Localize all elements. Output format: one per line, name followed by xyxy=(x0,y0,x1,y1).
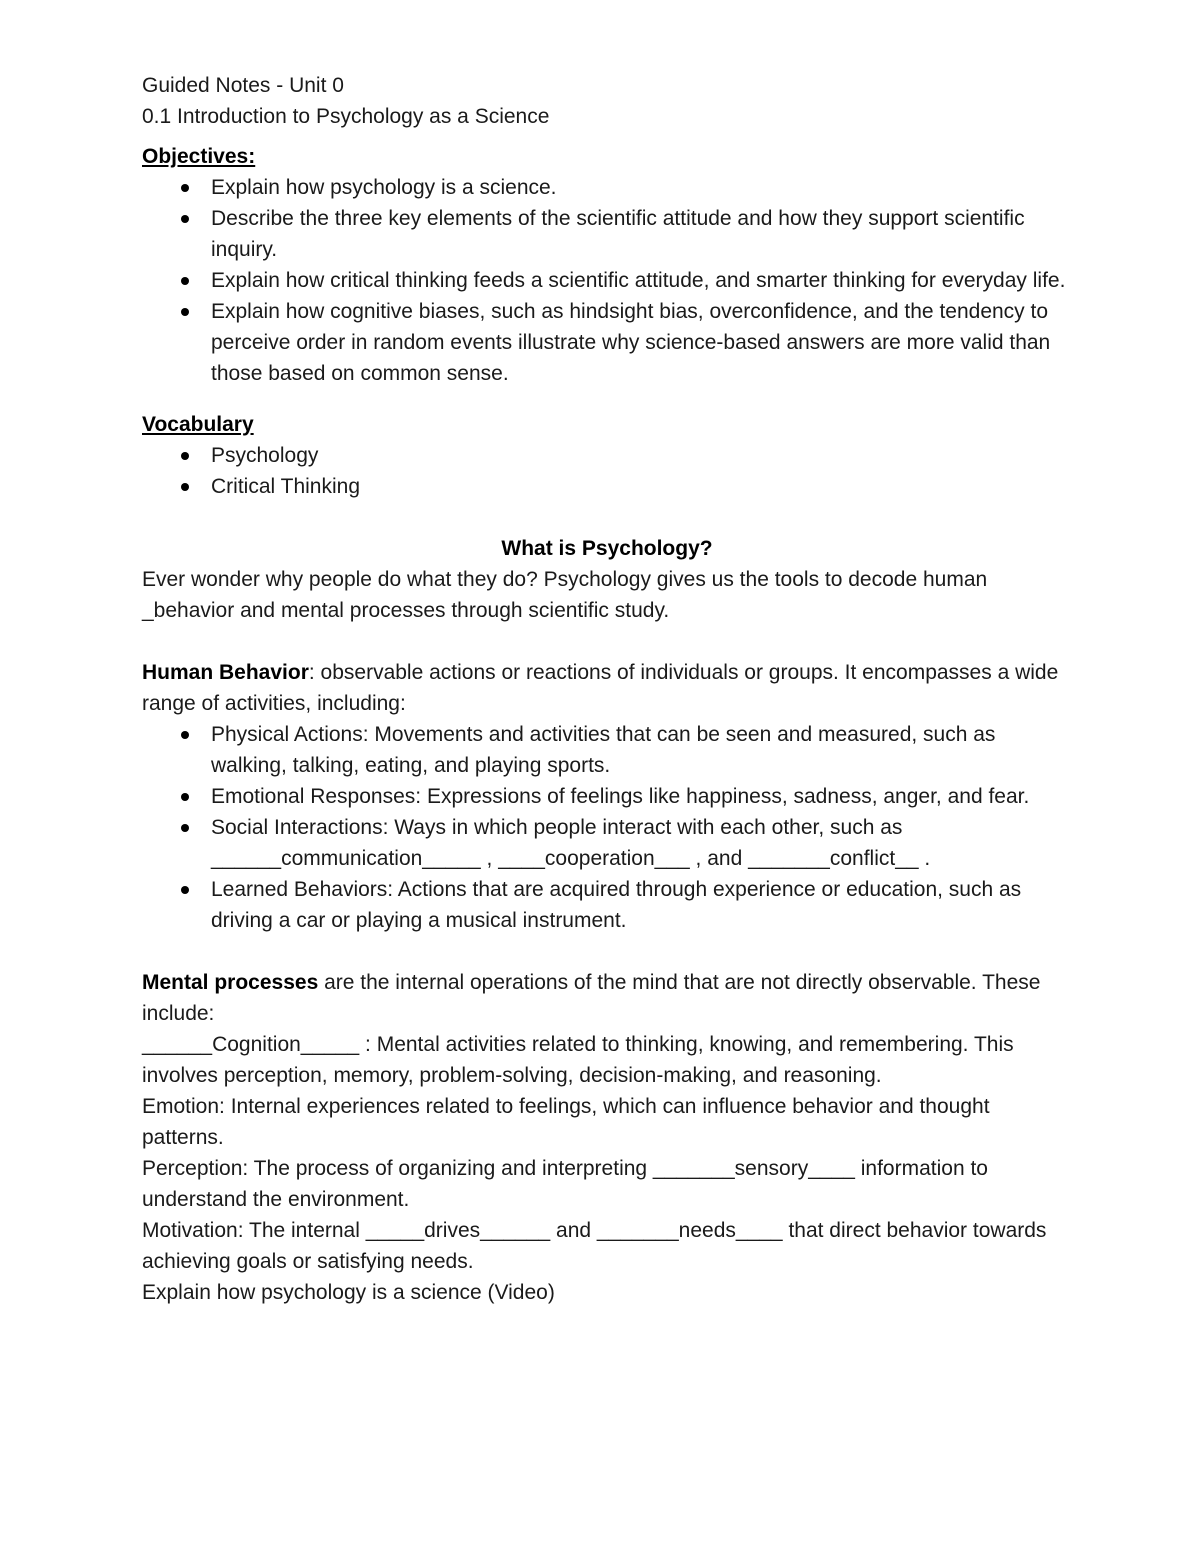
objectives-list xyxy=(142,172,1072,389)
objectives-heading: Objectives: xyxy=(142,145,256,168)
list-item: Learned Behaviors: Actions that are acquired through experience or education, such as driving a car or playing a musical instrument. xyxy=(142,874,1072,936)
behavior-list xyxy=(142,719,1072,936)
list-item: Psychology xyxy=(142,440,1072,471)
perception-line: Perception: The process of organizing and interpreting _______sensory____ information to understand the environment. xyxy=(142,1157,988,1211)
doc-subtitle: 0.1 Introduction to Psychology as a Science xyxy=(142,105,550,128)
motivation-line: Motivation: The internal _____drives______ and _______needs____ that direct behavior towards achieving goals or satisfying needs. xyxy=(142,1219,1047,1273)
list-item: Emotional Responses: Expressions of feelings like happiness, sadness, anger, and fear. xyxy=(142,781,1072,812)
list-item: Critical Thinking xyxy=(142,471,1072,502)
emotion-line: Emotion: Internal experiences related to feelings, which can influence behavior and thought patterns. xyxy=(142,1095,990,1149)
list-item: Explain how psychology is a science. xyxy=(142,172,1072,203)
list-item: Social Interactions: Ways in which people interact with each other, such as ______communication_____ , ____cooperation___ , and _______conflict__ . xyxy=(142,812,1072,874)
intro-paragraph: Ever wonder why people do what they do? Psychology gives us the tools to decode human _behavior and mental processes through scientific study. xyxy=(142,568,988,622)
human-behavior-text: : observable actions or reactions of individuals or groups. It encompasses a wide range of activities, including: xyxy=(142,661,1059,715)
human-behavior-paragraph xyxy=(142,657,1072,719)
mental-processes-text: are the internal operations of the mind that are not directly observable. These include: xyxy=(142,971,1041,1025)
list-item: Describe the three key elements of the scientific attitude and how they support scientific inquiry. xyxy=(142,203,1072,265)
doc-title: Guided Notes - Unit 0 xyxy=(142,74,344,97)
list-item: Physical Actions: Movements and activities that can be seen and measured, such as walking, talking, eating, and playing sports. xyxy=(142,719,1072,781)
human-behavior-term: Human Behavior xyxy=(142,661,309,684)
video-line: Explain how psychology is a science (Video) xyxy=(142,1281,555,1304)
vocabulary-heading: Vocabulary xyxy=(142,413,254,436)
cognition-line: ______Cognition_____ : Mental activities related to thinking, knowing, and remembering. This involves perception, memory, problem-solving, decision-making, and reasoning. xyxy=(142,1033,1014,1087)
mental-processes-paragraph xyxy=(142,967,1072,1029)
section-heading: What is Psychology? xyxy=(501,537,713,560)
mental-processes-term: Mental processes xyxy=(142,971,319,994)
document-page xyxy=(142,70,1072,1308)
list-item: Explain how cognitive biases, such as hindsight bias, overconfidence, and the tendency to perceive order in random events illustrate why science-based answers are more valid than those based on common sense. xyxy=(142,296,1072,389)
list-item: Explain how critical thinking feeds a scientific attitude, and smarter thinking for everyday life. xyxy=(142,265,1072,296)
vocabulary-list xyxy=(142,440,1072,502)
